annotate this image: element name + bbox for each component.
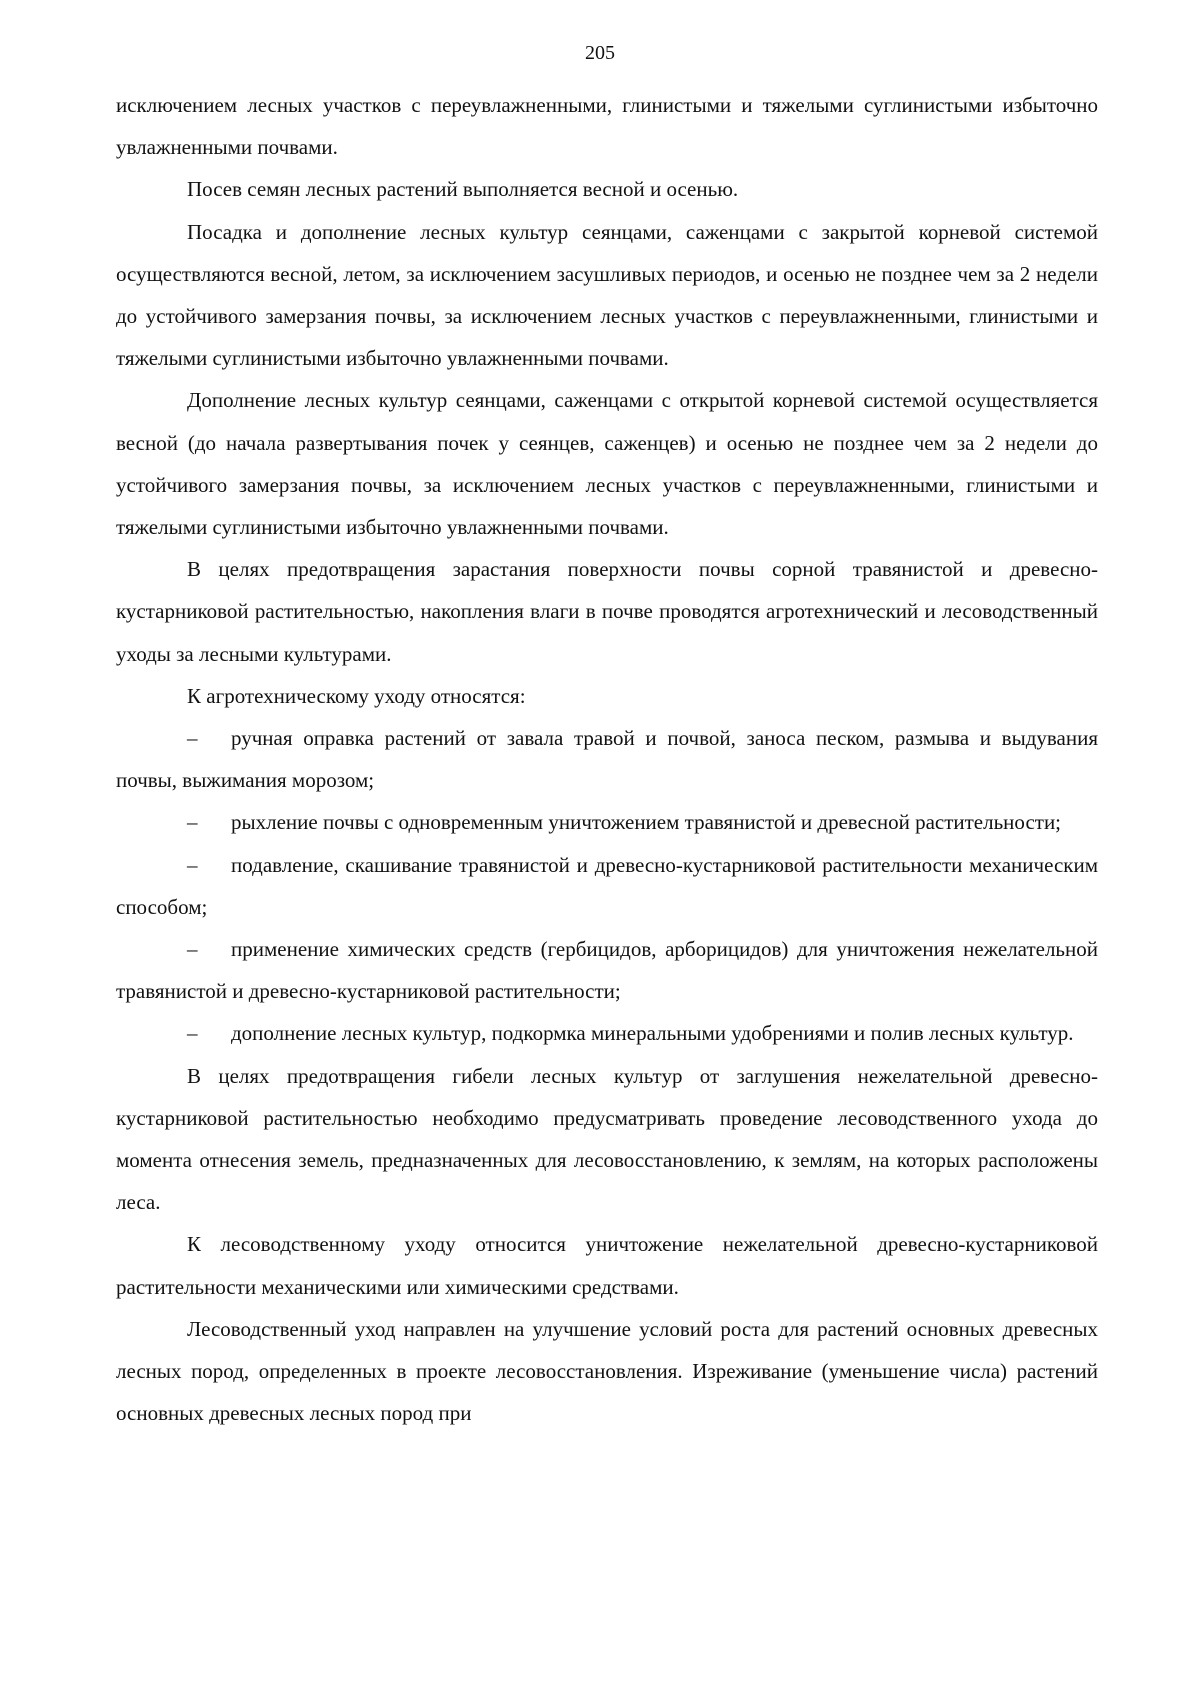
document-body: [116, 84, 1098, 1435]
list-item: [116, 1012, 1098, 1054]
list-item: [116, 928, 1098, 1012]
paragraph-text: Посадка и дополнение лесных культур сеянцами, саженцами с закрытой корневой системой осуществляются весной, летом, за исключением засушливых периодов, и осенью не позднее чем за 2 недели до устойчивого замерзания почвы, за исключением лесных участков с переувлажненными, глинистыми и тяжелыми суглинистыми избыточно увлажненными почвами.: [116, 219, 1098, 371]
paragraph-6: [116, 1055, 1098, 1224]
list-item-text: подавление, скашивание травянистой и древесно-кустарниковой растительности механическим способом;: [116, 852, 1098, 919]
list-item-text: дополнение лесных культур, подкормка минеральными удобрениями и полив лесных культур.: [231, 1021, 1074, 1046]
dash-bullet: –: [187, 852, 198, 877]
paragraph-5: [116, 548, 1098, 675]
dash-bullet: –: [187, 726, 198, 751]
paragraph-4: [116, 379, 1098, 548]
paragraph-2: [116, 168, 1098, 210]
dash-bullet: –: [187, 810, 198, 835]
paragraph-text: Дополнение лесных культур сеянцами, саженцами с открытой корневой системой осуществляется весной (до начала развертывания почек у сеянцев, саженцев) и осенью не позднее чем за 2 недели до устойчивого замерзания почвы, за исключением лесных участков с переувлажненными, глинистыми и тяжелыми суглинистыми избыточно увлажненными почвами.: [116, 388, 1098, 540]
dash-bullet: –: [187, 1021, 198, 1046]
list-item: [116, 717, 1098, 801]
paragraph-text: исключением лесных участков с переувлажненными, глинистыми и тяжелыми суглинистыми избыточно увлажненными почвами.: [116, 93, 1098, 160]
list-intro: [116, 675, 1098, 717]
dash-bullet: –: [187, 937, 198, 962]
paragraph-1: [116, 84, 1098, 168]
paragraph-8: [116, 1308, 1098, 1435]
paragraph-7: [116, 1223, 1098, 1307]
paragraph-text: В целях предотвращения зарастания поверхности почвы сорной травянистой и древесно-кустарниковой растительностью, накопления влаги в почве проводятся агротехнический и лесоводственный уходы за лесными культурами.: [116, 557, 1098, 666]
list-item-text: рыхление почвы с одновременным уничтожением травянистой и древесной растительности;: [231, 810, 1062, 835]
list-item-text: ручная оправка растений от завала травой и почвой, заноса песком, размыва и выдувания почвы, выжимания морозом;: [116, 726, 1098, 793]
list-item-text: применение химических средств (гербицидов, арборицидов) для уничтожения нежелательной травянистой и древесно-кустарниковой растительности;: [116, 937, 1098, 1004]
paragraph-3: [116, 211, 1098, 380]
list-item: [116, 844, 1098, 928]
page-number: 205: [585, 42, 615, 64]
paragraph-text: К лесоводственному уходу относится уничтожение нежелательной древесно-кустарниковой растительности механическими или химическими средствами.: [116, 1232, 1098, 1299]
paragraph-text: Лесоводственный уход направлен на улучшение условий роста для растений основных древесных лесных пород, определенных в проекте лесовосстановления. Изреживание (уменьшение числа) растений основных древесных лесных пород при: [116, 1316, 1098, 1426]
paragraph-text: Посев семян лесных растений выполняется весной и осенью.: [187, 177, 739, 202]
list-item: [116, 801, 1098, 843]
paragraph-text: К агротехническому уходу относятся:: [187, 683, 526, 708]
paragraph-text: В целях предотвращения гибели лесных культур от заглушения нежелательной древесно-кустарниковой растительностью необходимо предусматривать проведение лесоводственного ухода до момента отнесения земель, предназначенных для лесовосстановлению, к землям, на которых расположены леса.: [116, 1063, 1098, 1215]
